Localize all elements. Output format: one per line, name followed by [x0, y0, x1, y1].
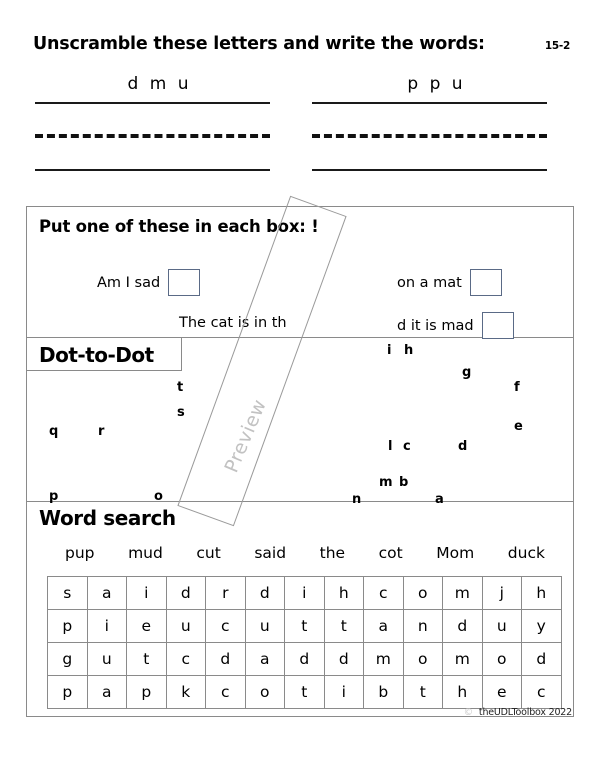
word-search-cell[interactable]: d: [245, 577, 285, 610]
dot-letter: b: [399, 475, 409, 490]
word-search-cell[interactable]: i: [87, 610, 127, 643]
word-search-cell[interactable]: d: [443, 610, 483, 643]
word-search-cell[interactable]: e: [482, 676, 522, 709]
word-search-cell[interactable]: i: [285, 577, 325, 610]
word-search-cell[interactable]: t: [285, 676, 325, 709]
sentence-row: [97, 269, 200, 296]
dot-letter: h: [404, 343, 414, 358]
word-search-cell[interactable]: h: [324, 577, 364, 610]
sentence-row: [397, 312, 514, 339]
word-search-cell[interactable]: t: [324, 610, 364, 643]
unscramble-letters: p p u: [407, 74, 466, 94]
punctuation-answer-box[interactable]: [168, 269, 200, 296]
sentence-row: [179, 315, 287, 331]
dot-letter: i: [387, 343, 392, 358]
dot-letter: o: [154, 489, 163, 504]
sentence-text: Am I sad: [97, 274, 161, 291]
word-search-row: [48, 643, 562, 676]
word-search-cell[interactable]: p: [48, 610, 88, 643]
word-search-cell[interactable]: m: [443, 643, 483, 676]
word-search-cell[interactable]: o: [245, 676, 285, 709]
dot-letter: g: [462, 365, 472, 380]
dot-letter: q: [49, 424, 59, 439]
word-search-cell[interactable]: n: [403, 610, 443, 643]
word-search-word: cut: [196, 544, 221, 562]
word-search-cell[interactable]: d: [522, 643, 562, 676]
dot-to-dot-section: [27, 338, 573, 507]
word-search-cell[interactable]: a: [364, 610, 404, 643]
dot-letter: p: [49, 489, 59, 504]
word-search-cell[interactable]: t: [403, 676, 443, 709]
word-search-grid[interactable]: [47, 576, 562, 709]
word-search-word: said: [254, 544, 287, 562]
word-search-cell[interactable]: i: [324, 676, 364, 709]
sentence-row: [397, 269, 502, 296]
dot-letter: t: [177, 380, 184, 395]
punctuation-heading: Put one of these in each box: !: [39, 217, 319, 236]
page-code: 15-2: [544, 40, 570, 52]
word-search-cell[interactable]: o: [403, 577, 443, 610]
unscramble-letters: d m u: [127, 74, 192, 94]
copyright-icon: ©: [463, 707, 473, 718]
dot-letter: a: [435, 492, 444, 507]
word-search-cell[interactable]: h: [443, 676, 483, 709]
word-search-cell[interactable]: o: [482, 643, 522, 676]
punctuation-answer-box[interactable]: [470, 269, 502, 296]
word-search-cell[interactable]: e: [127, 610, 167, 643]
word-search-cell[interactable]: o: [403, 643, 443, 676]
word-search-cell[interactable]: k: [166, 676, 206, 709]
word-search-cell[interactable]: a: [87, 676, 127, 709]
word-search-cell[interactable]: c: [364, 577, 404, 610]
dot-letter: r: [98, 424, 105, 439]
word-search-cell[interactable]: p: [127, 676, 167, 709]
dot-letter: e: [514, 419, 523, 434]
word-search-row: [48, 676, 562, 709]
dot-letter: f: [514, 380, 520, 395]
sentence-text: d it is mad: [397, 317, 474, 334]
word-search-cell[interactable]: c: [166, 643, 206, 676]
word-search-cell[interactable]: t: [285, 610, 325, 643]
word-search-cell[interactable]: h: [522, 577, 562, 610]
footer-text: theUDLToolbox 2022: [478, 707, 572, 718]
handwriting-line-mid[interactable]: [312, 134, 547, 138]
word-search-cell[interactable]: r: [206, 577, 246, 610]
word-search-cell[interactable]: m: [364, 643, 404, 676]
word-search-row: [48, 577, 562, 610]
word-search-cell[interactable]: d: [206, 643, 246, 676]
dot-to-dot-title: Dot-to-Dot: [39, 343, 154, 367]
word-search-cell[interactable]: a: [87, 577, 127, 610]
handwriting-line-top: [312, 102, 547, 104]
word-search-cell[interactable]: j: [482, 577, 522, 610]
word-search-cell[interactable]: b: [364, 676, 404, 709]
unscramble-title: Unscramble these letters and write the words:: [33, 34, 485, 54]
word-search-cell[interactable]: s: [48, 577, 88, 610]
word-search-cell[interactable]: y: [522, 610, 562, 643]
handwriting-line-top: [35, 102, 270, 104]
word-search-cell[interactable]: g: [48, 643, 88, 676]
word-search-cell[interactable]: t: [127, 643, 167, 676]
dot-letter: n: [352, 492, 362, 507]
word-search-cell[interactable]: d: [324, 643, 364, 676]
word-search-section: [27, 502, 573, 716]
word-search-cell[interactable]: a: [245, 643, 285, 676]
dot-letter: c: [403, 439, 411, 454]
word-search-cell[interactable]: c: [522, 676, 562, 709]
handwriting-line-bottom: [312, 169, 547, 171]
dot-letter: l: [388, 439, 393, 454]
word-search-word: duck: [507, 544, 545, 562]
word-search-cell[interactable]: c: [206, 676, 246, 709]
punctuation-answer-box[interactable]: [482, 312, 514, 339]
unscramble-item-2: [312, 74, 547, 171]
word-search-row: [48, 610, 562, 643]
word-search-cell[interactable]: p: [48, 676, 88, 709]
word-search-cell[interactable]: u: [482, 610, 522, 643]
word-search-title: Word search: [39, 506, 176, 530]
dot-letter: m: [379, 475, 393, 490]
punctuation-section: [27, 207, 573, 338]
word-search-word: cot: [378, 544, 403, 562]
word-search-cell[interactable]: u: [87, 643, 127, 676]
sentence-text: The cat is in th: [179, 315, 287, 331]
word-search-word: the: [319, 544, 346, 562]
dot-letter: d: [458, 439, 468, 454]
word-search-cell[interactable]: i: [127, 577, 167, 610]
word-search-cell[interactable]: d: [285, 643, 325, 676]
handwriting-line-bottom: [35, 169, 270, 171]
handwriting-line-mid[interactable]: [35, 134, 270, 138]
word-search-cell[interactable]: m: [443, 577, 483, 610]
word-search-cell[interactable]: u: [166, 610, 206, 643]
word-search-word: mud: [128, 544, 163, 562]
dot-letter: s: [177, 405, 185, 420]
word-search-cell[interactable]: u: [245, 610, 285, 643]
unscramble-item-1: [35, 74, 270, 171]
activities-container: [26, 206, 574, 717]
preview-watermark-label: Preview: [220, 396, 271, 476]
footer-credit: [464, 707, 572, 718]
word-search-cell[interactable]: d: [166, 577, 206, 610]
word-search-cell[interactable]: c: [206, 610, 246, 643]
word-search-word: pup: [65, 544, 95, 562]
word-search-word-list: [65, 544, 545, 562]
word-search-word: Mom: [436, 544, 475, 562]
sentence-text: on a mat: [397, 274, 462, 291]
